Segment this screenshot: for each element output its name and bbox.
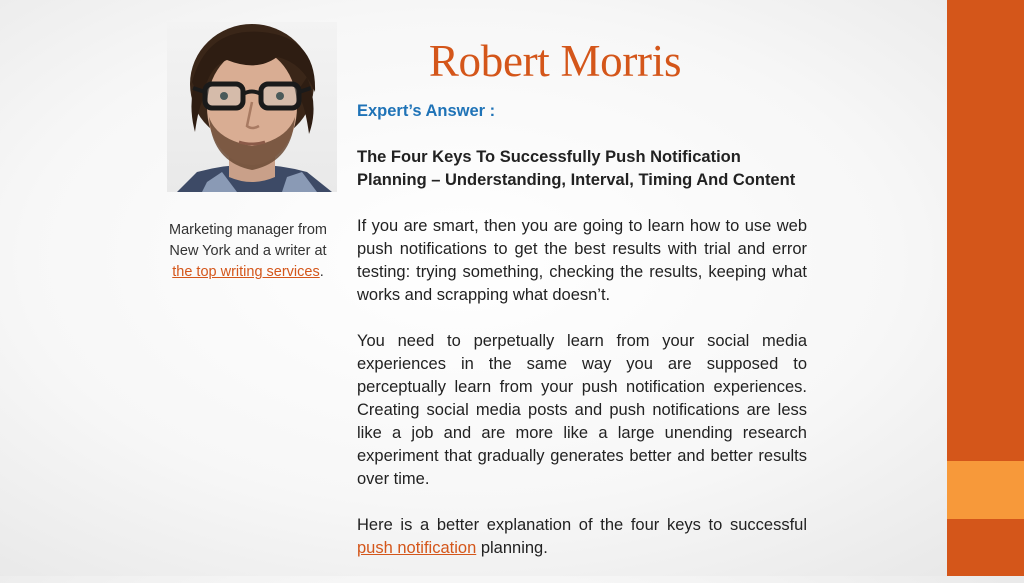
push-notification-link[interactable]: push notification [357, 539, 477, 557]
answer-content [357, 100, 807, 583]
writing-services-link[interactable]: the top writing services [172, 264, 320, 280]
caption-text: Marketing manager from New York and a writer at [169, 222, 327, 259]
right-accent-highlight [947, 461, 1024, 519]
right-accent-bar [947, 0, 1024, 576]
answer-subheading: The Four Keys To Successfully Push Notification Planning – Understanding, Interval, Timing And Content [357, 148, 796, 189]
profile-portrait-image [167, 22, 337, 192]
paragraph-2: You need to perpetually learn from your social media experiences in the same way you are supposed to perceptually learn from your push notification experiences. Creating social media posts and push notifications are less like a job and are more like a large unending research experiment that gradually generates better and better results over time. [357, 332, 807, 488]
page-title: Robert Morris [428, 36, 682, 86]
caption-end: . [319, 264, 324, 280]
paragraph-3 [357, 514, 807, 560]
answer-label: Expert’s Answer : [357, 102, 496, 120]
paragraph-1: If you are smart, then you are going to learn how to use web push notifications to get the best results with trial and error testing: trying something, checking the results, keeping what works and scrapping what doesn’t. [357, 217, 807, 304]
author-caption [168, 220, 328, 283]
paragraph-3-end: planning. [476, 539, 548, 557]
profile-photo [167, 22, 337, 192]
paragraph-3-start: Here is a better explanation of the four keys to successful [357, 516, 807, 534]
